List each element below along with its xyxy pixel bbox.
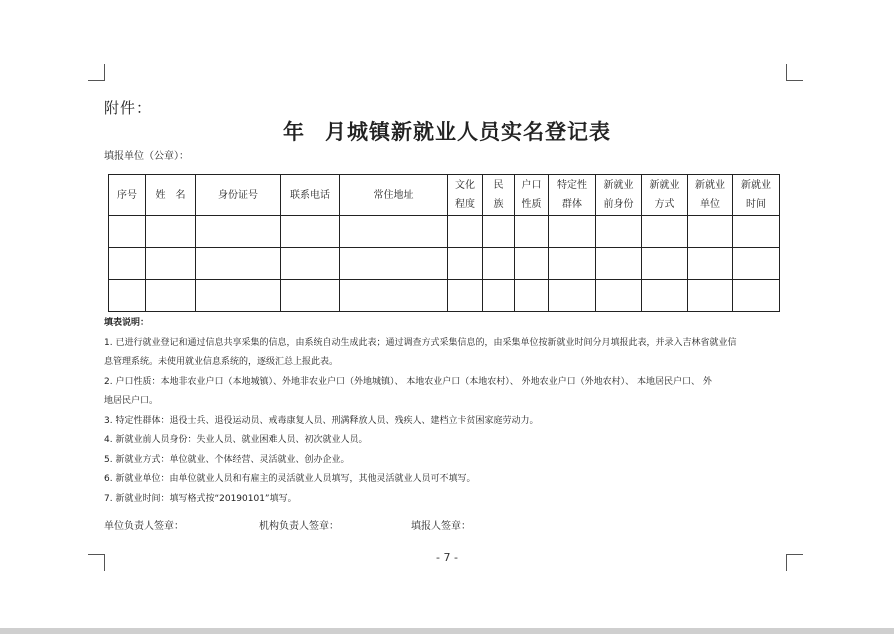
header-cell: 民 族	[483, 175, 515, 216]
page-number: - 7 -	[436, 551, 458, 564]
instruction-line: 息管理系统。未使用就业信息系统的，逐级汇总上报此表。	[104, 357, 339, 367]
header-cell: 户口 性质	[515, 175, 549, 216]
header-cell: 新就业 单位	[688, 175, 733, 216]
title-year: 年	[283, 119, 305, 144]
reporting-unit-label: 填报单位（公章）：	[104, 151, 189, 162]
registration-table	[108, 174, 780, 312]
instruction-line: 4. 新就业前人员身份：失业人员、就业困难人员、初次就业人员。	[104, 435, 368, 445]
instruction-line: 1. 已进行就业登记和通过信息共享采集的信息，由系统自动生成此表；通过调查方式采集信息的，由采集单位按新就业时间分月填报此表，并录入吉林省就业信	[104, 337, 737, 348]
crop-mark-top-left	[88, 64, 105, 81]
header-cell: 身份证号	[196, 175, 281, 216]
table-header-row	[109, 175, 780, 216]
unit-head-signature: 单位负责人签章：	[104, 521, 184, 532]
viewer-bottom-edge	[0, 628, 894, 634]
crop-mark-top-right	[786, 64, 803, 81]
header-cell: 新就业 方式	[642, 175, 688, 216]
fill-instructions	[104, 314, 784, 509]
table-row	[109, 216, 780, 248]
title-rest: 月城镇新就业人员实名登记表	[325, 119, 611, 144]
instructions-title: 填表说明：	[104, 318, 150, 328]
instruction-line: 地居民户口。	[104, 396, 159, 406]
header-cell: 文化 程度	[448, 175, 483, 216]
header-cell: 联系电话	[281, 175, 340, 216]
header-cell: 姓 名	[146, 175, 196, 216]
header-cell: 特定性 群体	[549, 175, 596, 216]
instruction-line: 6. 新就业单位：由单位就业人员和有雇主的灵活就业人员填写，其他灵活就业人员可不填写。	[104, 474, 476, 484]
instruction-line: 3. 特定性群体：退役士兵、退役运动员、戒毒康复人员、刑满释放人员、残疾人、建档立卡贫困家庭劳动力。	[104, 415, 539, 426]
instruction-line: 2. 户口性质：本地非农业户口（本地城镇）、外地非农业户口（外地城镇）、 本地农业户口（本地农村）、 外地农业户口（外地农村）、 本地居民户口、 外	[104, 376, 712, 387]
header-cell: 序号	[109, 175, 146, 216]
header-cell: 新就业 时间	[733, 175, 780, 216]
agency-head-signature: 机构负责人签章：	[259, 521, 339, 532]
table-row	[109, 248, 780, 280]
instruction-line: 7. 新就业时间：填写格式按“20190101”填写。	[104, 493, 297, 504]
attachment-label: 附件：	[104, 99, 153, 117]
page-title	[0, 116, 894, 146]
table-row	[109, 280, 780, 312]
header-cell: 新就业 前身份	[596, 175, 642, 216]
filler-signature: 填报人签章：	[411, 521, 471, 532]
header-cell: 常住地址	[340, 175, 448, 216]
instruction-line: 5. 新就业方式：单位就业、个体经营、灵活就业、创办企业。	[104, 454, 350, 465]
